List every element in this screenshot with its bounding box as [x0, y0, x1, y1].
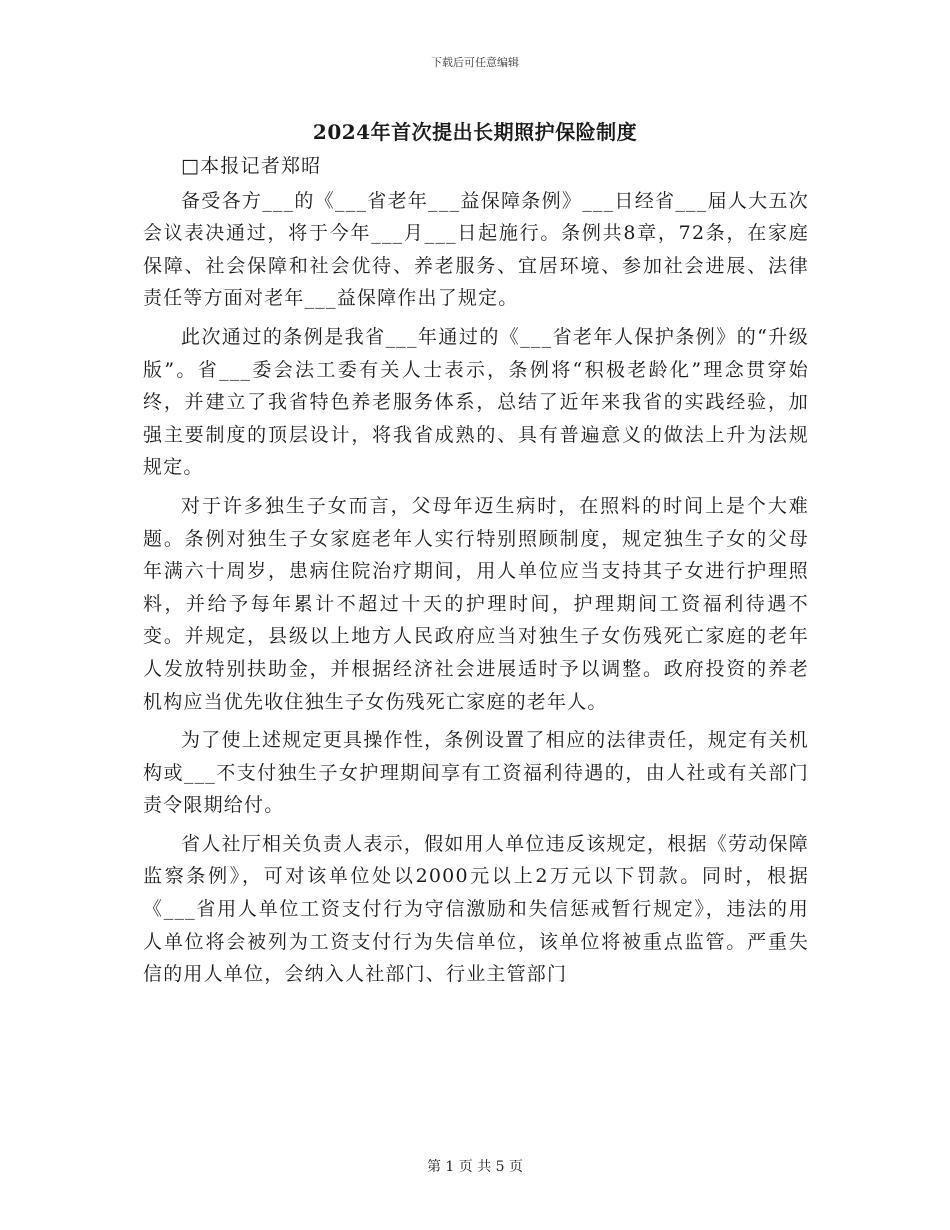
paragraph: 对于许多独生子女而言，父母年迈生病时，在照料的时间上是个大难题。条例对独生子女家庭老年人实行特别照顾制度，规定独生子女的父母年满六十周岁，患病住院治疗期间，用人单位应当支持其子女进行护理照料，并给予每年累计不超过十天的护理时间，护理期间工资福利待遇不变。并规定，县级以上地方人民政府应当对独生子女伤残死亡家庭的老年人发放特别扶助金，并根据经济社会进展适时予以调整。政府投资的养老机构应当优先收住独生子女伤残死亡家庭的老年人。 [143, 494, 809, 713]
header-note: 下载后可任意编辑 [431, 56, 519, 69]
paragraph: 此次通过的条例是我省___年通过的《___省老年人保护条例》的“升级版”。省___委会法工委有关人士表示，条例将“积极老龄化”理念贯穿始终，并建立了我省特色养老服务体系，总结了近年来我省的实践经验，加强主要制度的顶层设计，将我省成熟的、具有普遍意义的做法上升为法规规定。 [143, 325, 809, 479]
document-title: 2024年首次提出长期照护保险制度 [312, 120, 638, 144]
paragraph: 为了使上述规定更具操作性，条例设置了相应的法律责任，规定有关机构或___不支付独生子女护理期间享有工资福利待遇的，由人社或有关部门责令限期给付。 [143, 729, 809, 817]
paragraph: 备受各方___的《___省老年___益保障条例》___日经省___届人大五次会议表决通过，将于今年___月___日起施行。条例共8章，72条，在家庭保障、社会保障和社会优待、养老服务、宜居环境、参加社会进展、法律责任等方面对老年___益保障作出了规定。 [143, 189, 809, 310]
paragraph: 省人社厅相关负责人表示，假如用人单位违反该规定，根据《劳动保障监察条例》，可对该单位处以2000元以上2万元以下罚款。同时，根据《___省用人单位工资支付行为守信激励和失信惩戒暂行规定》，违法的用人单位将会被列为工资支付行为失信单位，该单位将被重点监管。严重失信的用人单位，会纳入人社部门、行业主管部门 [143, 832, 809, 986]
document-body [143, 150, 809, 986]
page-number: 第 1 页 共 5 页 [426, 1159, 524, 1175]
byline: □本报记者郑昭 [181, 155, 322, 177]
